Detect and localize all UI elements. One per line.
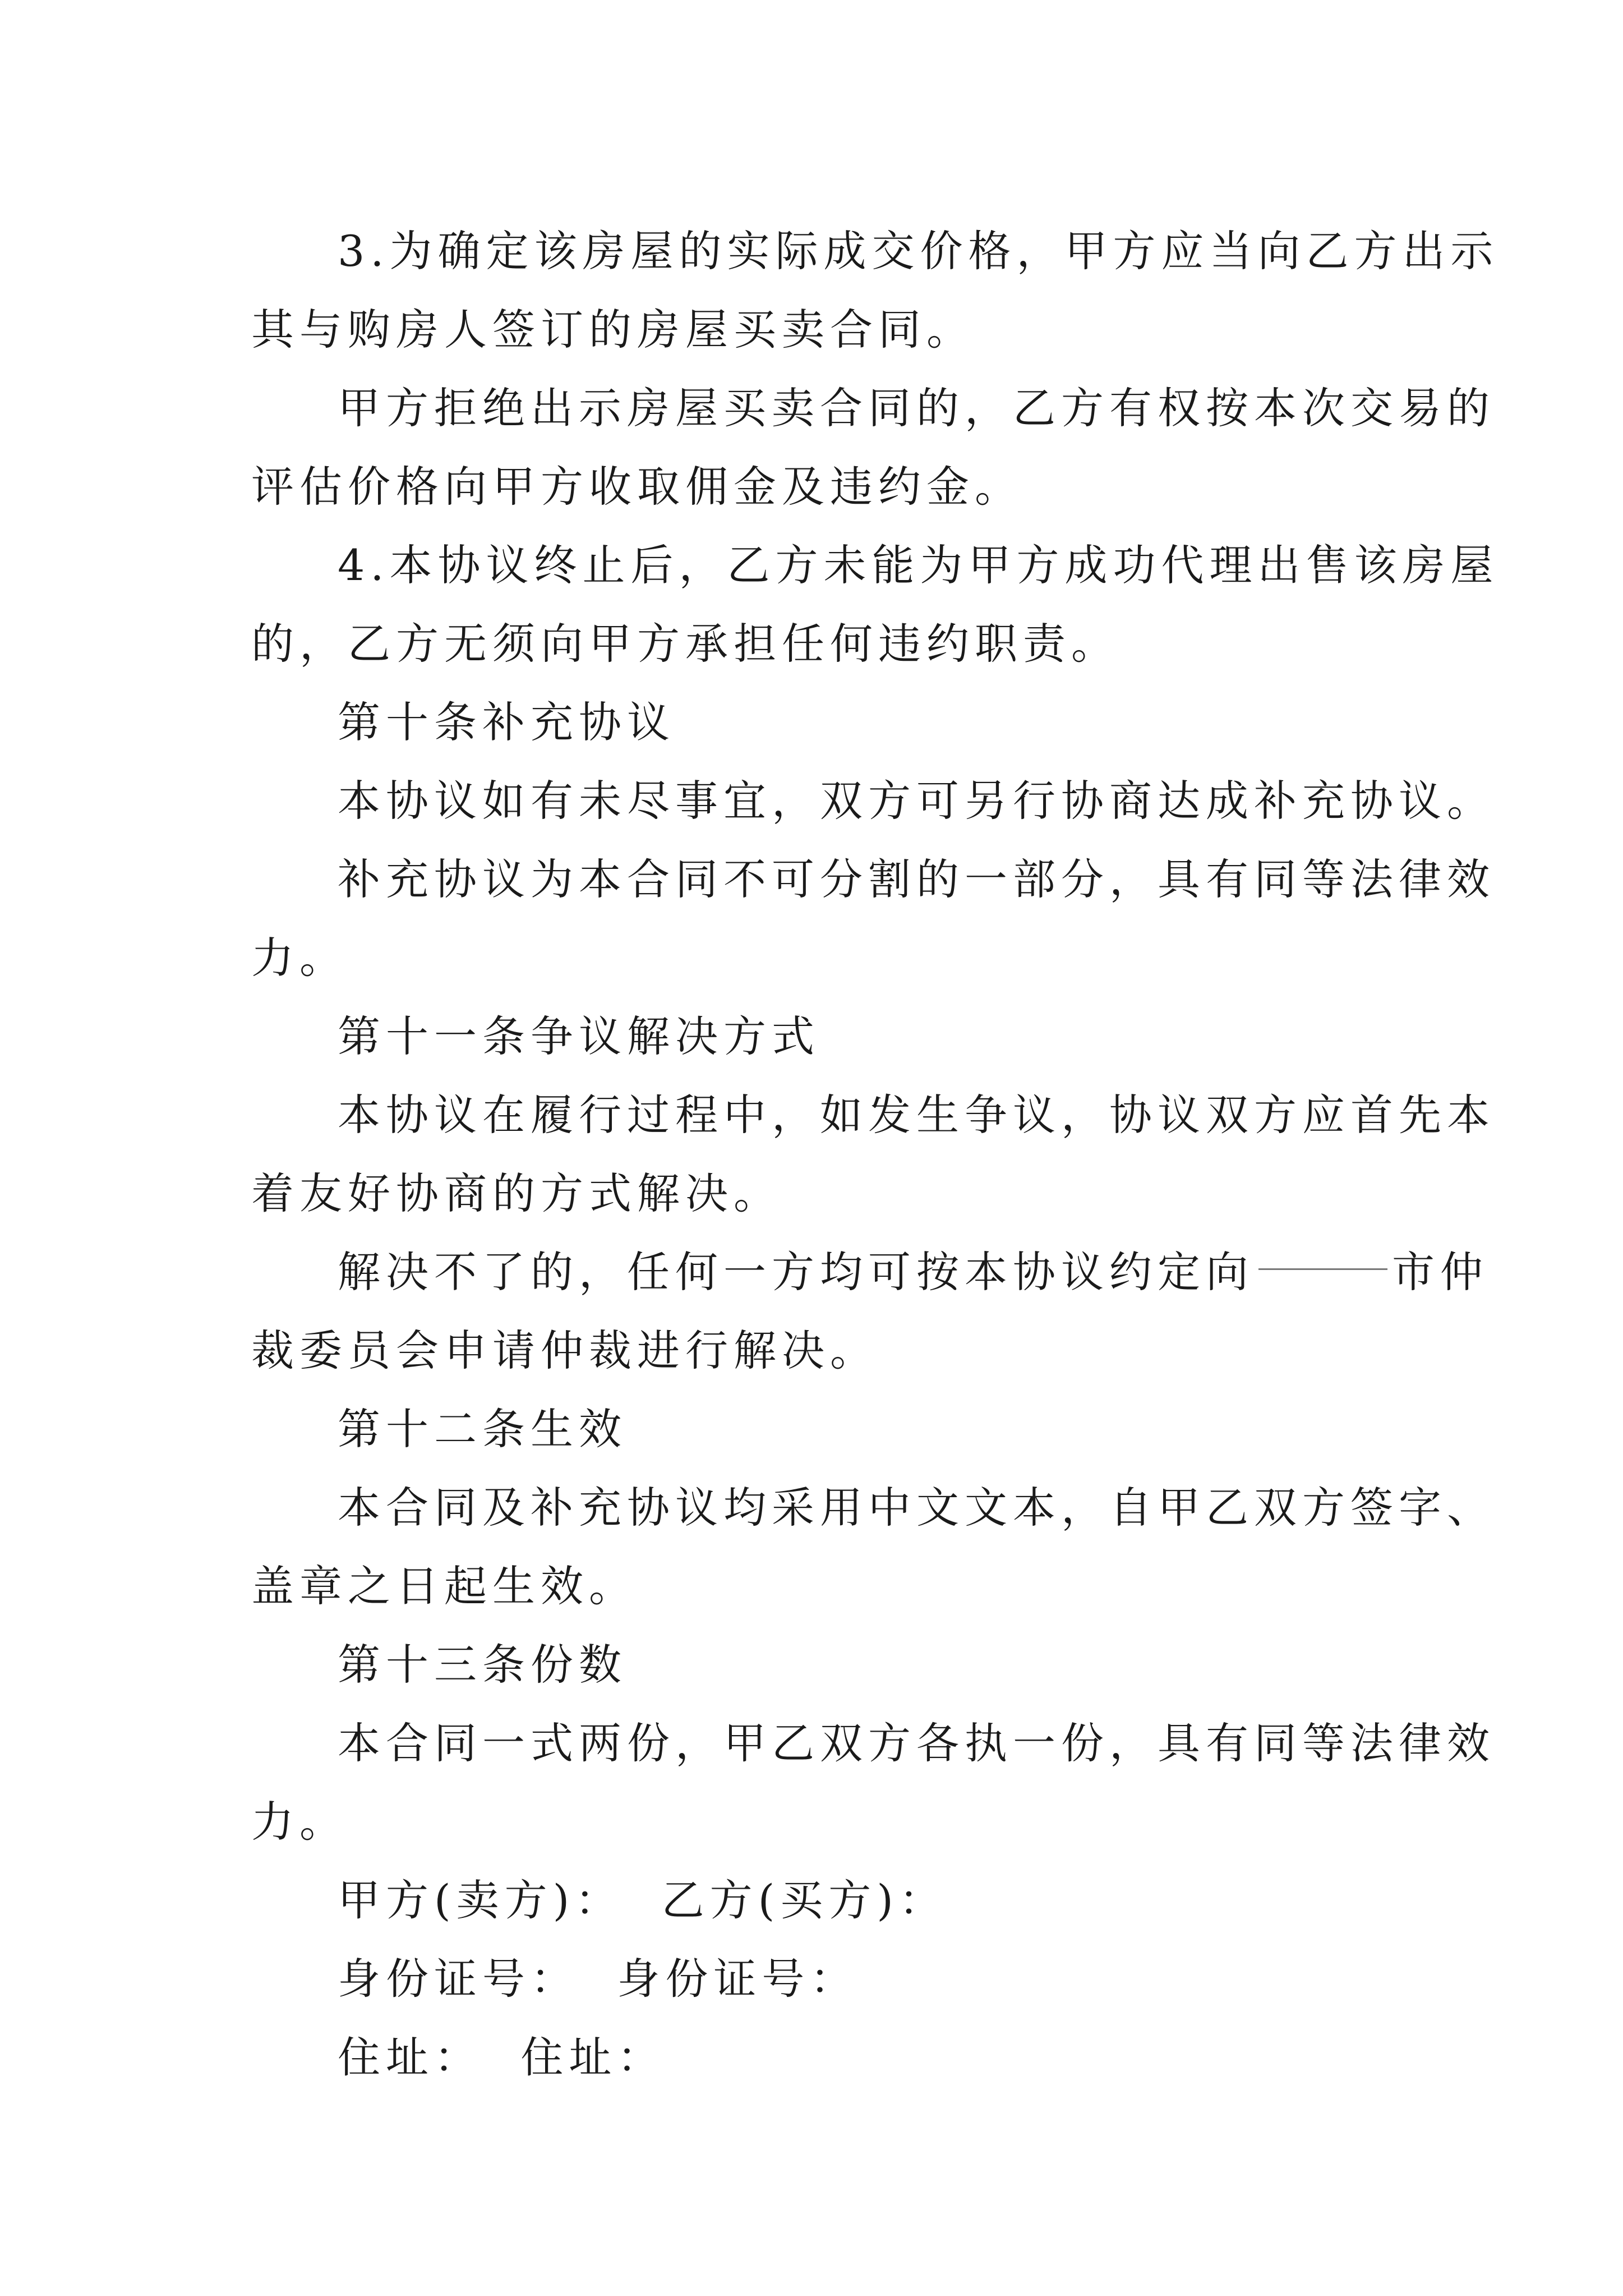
article-10-heading: 第十条补充协议 — [338, 697, 675, 747]
article-11-para-1-line-2: 着友好协商的方式解决。 — [251, 1168, 782, 1218]
article-11-para-1-line-1: 本协议在履行过程中，如发生争议，协议双方应首先本 — [338, 1090, 1495, 1140]
refusal-line-1: 甲方拒绝出示房屋买卖合同的，乙方有权按本次交易的 — [338, 383, 1495, 433]
article-13-heading: 第十三条份数 — [338, 1640, 627, 1690]
clause-3-line-2: 其与购房人签订的房屋买卖合同。 — [251, 305, 975, 355]
article-11-para-2-line-1 — [251, 1233, 1488, 1312]
article-10-para-1: 本协议如有未尽事宜，双方可另行协商达成补充协议。 — [338, 776, 1495, 826]
article-10-para-2-line-2: 力。 — [251, 933, 348, 983]
article-10-para-2-line-1: 补充协议为本合同不可分割的一部分，具有同等法律效 — [338, 854, 1495, 904]
arbitration-text-after-blank: 市仲 — [1392, 1247, 1488, 1297]
article-12-heading: 第十二条生效 — [338, 1404, 627, 1454]
article-11-heading: 第十一条争议解决方式 — [338, 1011, 820, 1061]
article-12-para-line-1: 本合同及补充协议均采用中文文本，自甲乙双方签字、 — [338, 1483, 1495, 1533]
refusal-line-2: 评估价格向甲方收取佣金及违约金。 — [251, 462, 1023, 512]
arbitration-city-blank — [1258, 1235, 1387, 1270]
article-11-para-2-line-2: 裁委员会申请仲裁进行解决。 — [251, 1326, 878, 1375]
clause-3-line-1: 3.为确定该房屋的实际成交价格，甲方应当向乙方出示 — [338, 226, 1499, 276]
arbitration-text-before-blank: 解决不了的，任何一方均可按本协议约定向 — [338, 1247, 1254, 1297]
article-13-para-line-1: 本合同一式两份，甲乙双方各执一份，具有同等法律效 — [338, 1718, 1495, 1768]
article-13-para-line-2: 力。 — [251, 1797, 348, 1847]
document-body — [251, 212, 1499, 2097]
signature-address-line: 住址： 住址： — [338, 2032, 666, 2082]
signature-party-line: 甲方(卖方)： 乙方(买方)： — [338, 1875, 947, 1925]
article-12-para-line-2: 盖章之日起生效。 — [251, 1561, 637, 1611]
clause-4-line-1: 4.本协议终止后，乙方未能为甲方成功代理出售该房屋 — [338, 540, 1499, 590]
clause-4-line-2: 的，乙方无须向甲方承担任何违约职责。 — [251, 619, 1119, 669]
signature-id-line: 身份证号： 身份证号： — [338, 1954, 859, 2004]
